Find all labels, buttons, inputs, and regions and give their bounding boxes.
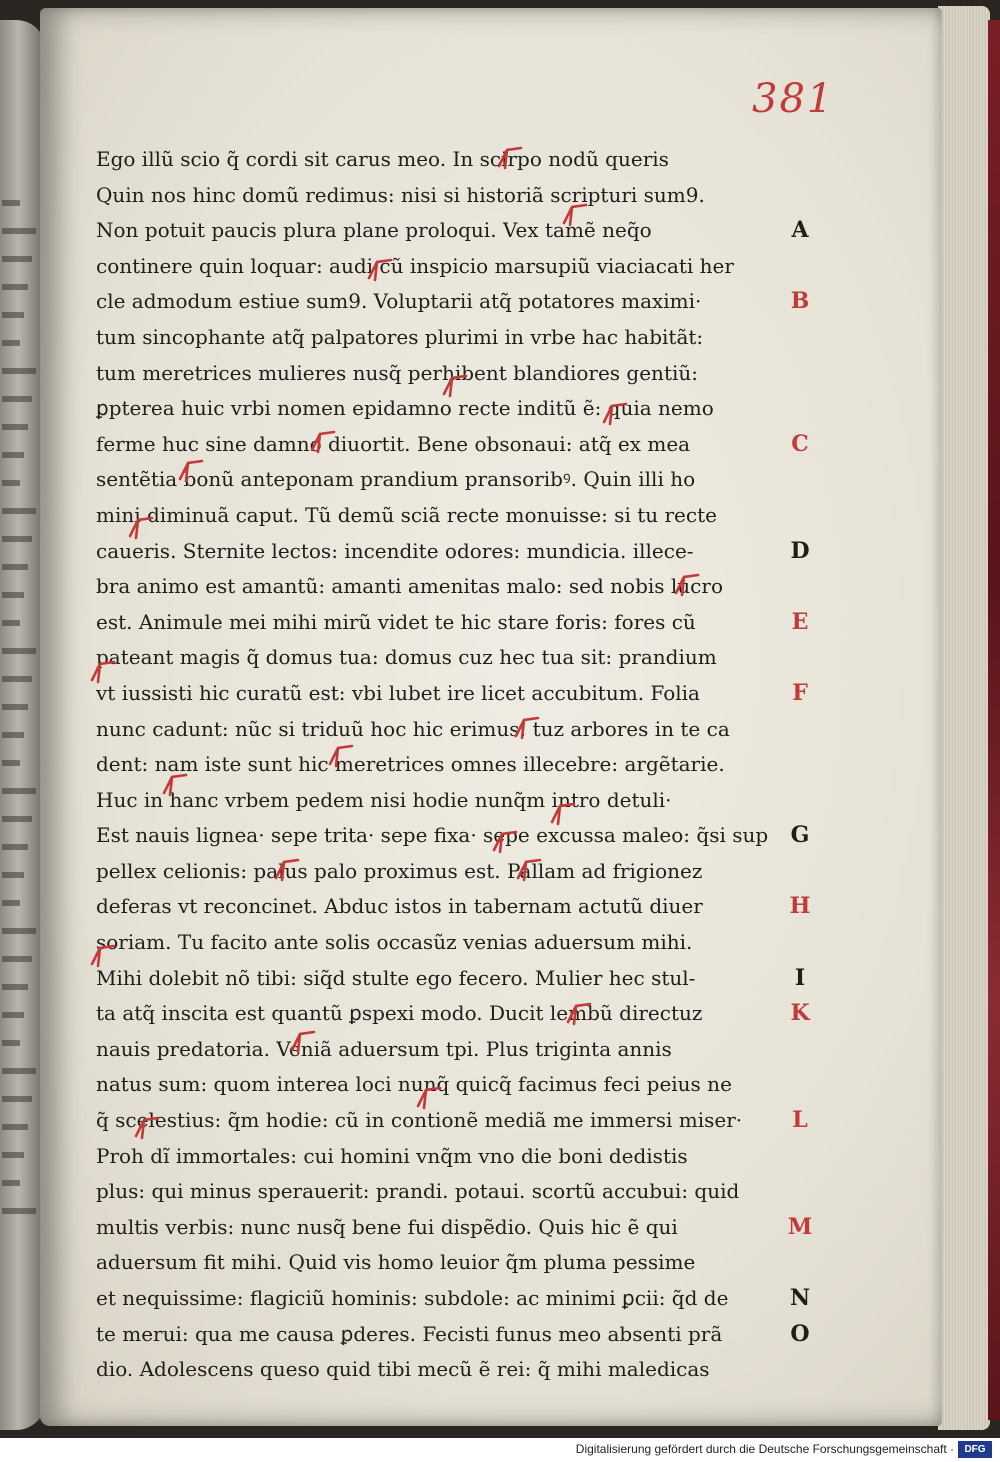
footer-bar	[0, 1438, 1000, 1462]
text-line: nunc cadunt: nũc si triduũ hoc hic erimus: tuz arbores in te ca	[96, 716, 730, 741]
rubric-mark-icon	[490, 830, 520, 854]
text-line: continere quin loquar: audi cũ inspicio marsupiũ viaciacati her	[96, 253, 734, 278]
margin-letter: H	[789, 893, 811, 920]
margin-letter	[780, 142, 820, 178]
facing-page-text-fragment	[2, 508, 36, 514]
facing-page-text-fragment	[2, 788, 36, 794]
facing-page-text-fragment	[2, 704, 28, 710]
text-line: Est nauis lignea· sepe trita· sepe fixa· sepe excussa maleo: q̃si sup	[96, 823, 769, 848]
facing-page-text-fragment	[2, 368, 36, 374]
text-line: sentẽtia bonũ anteponam prandium pransoribꝰ. Quin illi ho	[96, 467, 696, 492]
facing-page-text-fragment	[2, 1208, 36, 1214]
facing-page-text-fragment	[2, 1012, 24, 1018]
facing-page-text-fragment	[2, 340, 20, 346]
facing-page-text-fragment	[2, 200, 20, 206]
margin-letter	[780, 1174, 820, 1210]
margin-letter: M	[787, 1213, 813, 1240]
folio-number: 381	[752, 76, 835, 122]
rubric-mark-icon	[272, 858, 302, 882]
margin-letter	[780, 854, 820, 890]
margin-letter	[780, 356, 820, 392]
facing-page-text-fragment	[2, 732, 24, 738]
margin-letter	[780, 1032, 820, 1068]
margin-letter	[780, 1245, 820, 1281]
rubric-mark-icon	[288, 1030, 318, 1054]
margin-letter	[780, 320, 820, 356]
rubric-mark-icon	[560, 203, 590, 227]
rubric-mark-icon	[160, 773, 190, 797]
margin-letter: L	[792, 1107, 808, 1134]
facing-page-text-fragment	[2, 1040, 20, 1046]
margin-letter	[780, 178, 820, 214]
facing-page-text-fragment	[2, 396, 32, 402]
facing-page-text-fragment	[2, 676, 32, 682]
margin-letter	[780, 249, 820, 285]
facing-page-text-fragment	[2, 816, 32, 822]
margin-letter: F	[792, 679, 808, 706]
footer-credit: Digitalisierung gefördert durch die Deutsche Forschungsgemeinschaft ·	[575, 1442, 954, 1456]
text-line: Ego illũ scio q̃ cordi sit carus meo. In scirpo nodũ queris	[96, 147, 669, 171]
facing-page-text-fragment	[2, 984, 28, 990]
facing-page-text-fragment	[2, 312, 24, 318]
text-line: mini diminuã caput. Tũ demũ sciã recte monuisse: si tu recte	[96, 502, 717, 527]
margin-letter	[780, 498, 820, 534]
margin-letters	[780, 142, 820, 1388]
text-line: cle admodum estiue sum9. Voluptarii atq̃ potatores maximi·	[96, 289, 702, 314]
facing-page-text-fragment	[2, 844, 28, 850]
text-line: et nequissime: flagiciũ hominis: subdole: ac minimi ꝑcii: q̃d de	[96, 1286, 729, 1310]
book-binding	[988, 20, 1000, 1420]
rubric-mark-icon	[88, 660, 118, 684]
text-line: soriam. Tu facito ante solis occasũz venias aduersum mihi.	[96, 930, 693, 955]
dfg-logo: DFG	[958, 1441, 992, 1458]
rubric-mark-icon	[326, 744, 356, 768]
text-line: Non potuit paucis plura plane proloqui. Vex tamẽ neq̃o	[96, 218, 652, 243]
margin-letter	[780, 1139, 820, 1175]
margin-letter: O	[790, 1320, 810, 1347]
margin-letter	[780, 1067, 820, 1103]
facing-page-text-fragment	[2, 1068, 36, 1074]
text-line: vt iussisti hic curatũ est: vbi lubet ire licet accubitum. Folia	[96, 680, 700, 705]
rubric-mark-icon	[495, 146, 525, 170]
margin-letter: B	[790, 288, 810, 315]
text-line: tum sincophante atq̃ palpatores plurimi in vrbe hac habitãt:	[96, 324, 704, 349]
facing-page-text-fragment	[2, 928, 36, 934]
rubric-mark-icon	[600, 402, 630, 426]
margin-letter: E	[791, 608, 809, 635]
rubric-mark-icon	[514, 858, 544, 882]
margin-letter	[780, 783, 820, 819]
margin-letter	[780, 391, 820, 427]
rubric-mark-icon	[126, 516, 156, 540]
facing-page-text-fragment	[2, 872, 24, 878]
text-line: pellex celionis: palus palo proximus est. Pallam ad frigionez	[96, 858, 703, 883]
rubric-mark-icon	[564, 1002, 594, 1026]
text-line: nauis predatoria. Veniã aduersum tpi. Plus triginta annis	[96, 1036, 672, 1061]
facing-page-text-fragment	[2, 536, 32, 542]
text-line: natus sum: quom interea loci nunq̃ quicq̃ facimus feci peius ne	[96, 1072, 732, 1097]
text-line: q̃ scelestius: q̃m hodie: cũ in contionẽ mediã me immersi miser·	[96, 1108, 743, 1133]
rubric-mark-icon	[440, 374, 470, 398]
text-line: bra animo est amantũ: amanti amenitas malo: sed nobis lucro	[96, 574, 723, 599]
text-line: Huc in hanc vrbem pedem nisi hodie nunq̃m intro detuli·	[96, 787, 672, 812]
rubric-mark-icon	[88, 944, 118, 968]
facing-page-text-fragment	[2, 760, 20, 766]
text-line: ta atq̃ inscita est quantũ ꝑspexi modo. Ducit lembũ directuz	[96, 1001, 703, 1026]
text-line: te merui: qua me causa ꝑderes. Fecisti funus meo absenti prã	[96, 1321, 723, 1346]
text-line: caueris. Sternite lectos: incendite odores: mundicia. illece-	[96, 538, 694, 563]
margin-letter: I	[794, 964, 806, 991]
text-line: deferas vt reconcinet. Abduc istos in tabernam actutũ diuer	[96, 894, 703, 919]
rubric-mark-icon	[365, 258, 395, 282]
text-line: ꝑpterea huic vrbi nomen epidamno recte inditũ ẽ: quia nemo	[96, 396, 714, 421]
margin-letter: D	[790, 537, 810, 564]
text-line: Quin nos hinc domũ redimus: nisi si historiã scripturi sum9.	[96, 182, 705, 207]
rubric-mark-icon	[512, 716, 542, 740]
facing-page-text-fragment	[2, 452, 24, 458]
facing-page-text-fragment	[2, 620, 20, 626]
margin-letter: K	[790, 1000, 810, 1027]
text-line: plus: qui minus sperauerit: prandi. potaui. scortũ accubui: quid	[96, 1179, 740, 1204]
text-line: est. Animule mei mihi mirũ videt te hic stare foris: fores cũ	[96, 609, 696, 634]
margin-letter	[780, 640, 820, 676]
text-block	[96, 142, 776, 1388]
margin-letter: A	[791, 217, 809, 244]
margin-letter: N	[789, 1285, 811, 1311]
text-line: Mihi dolebit nõ tibi: siq̃d stulte ego fecero. Mulier hec stul-	[96, 965, 696, 990]
text-line: pateant magis q̃ domus tua: domus cuz hec tua sit: prandium	[96, 645, 717, 670]
margin-letter	[780, 569, 820, 605]
margin-letter	[780, 712, 820, 748]
facing-page-text-fragment	[2, 648, 36, 654]
text-line: dent: nam iste sunt hic meretrices omnes illecebre: argẽtarie.	[96, 752, 725, 777]
text-line: Proh dĩ immortales: cui homini vnq̃m vno die boni dedistis	[96, 1143, 688, 1168]
facing-page-text-fragment	[2, 256, 32, 262]
facing-page-text-fragment	[2, 424, 28, 430]
rubric-mark-icon	[308, 430, 338, 454]
rubric-mark-icon	[414, 1086, 444, 1110]
facing-page-text-fragment	[2, 1124, 28, 1130]
facing-page-text-fragment	[2, 900, 20, 906]
facing-page-text-fragment	[2, 228, 36, 234]
facing-page-text-fragment	[2, 1152, 24, 1158]
rubric-mark-icon	[672, 573, 702, 597]
margin-letter	[780, 747, 820, 783]
margin-letter	[780, 1352, 820, 1388]
facing-page-text-fragment	[2, 592, 24, 598]
rubric-mark-icon	[132, 1116, 162, 1140]
text-line: ferme huc sine damno diuortit. Bene obsonaui: atq̃ ex mea	[96, 431, 691, 456]
margin-letter	[780, 462, 820, 498]
facing-page-text-fragment	[2, 564, 28, 570]
text-line: aduersum fit mihi. Quid vis homo leuior q̃m pluma pessime	[96, 1250, 696, 1275]
rubric-mark-icon	[548, 802, 578, 826]
rubric-mark-icon	[176, 459, 206, 483]
facing-page-text-fragment	[2, 1180, 20, 1186]
facing-page-text-fragment	[2, 1096, 32, 1102]
text-line: tum meretrices mulieres nusq̃ perhibent blandiores gentiũ:	[96, 360, 698, 385]
text-line: multis verbis: nunc nusq̃ bene fui dispẽdio. Quis hic ẽ qui	[96, 1214, 678, 1239]
facing-page-text-fragment	[2, 480, 20, 486]
page-block-edges	[938, 6, 990, 1430]
facing-page-text-fragment	[2, 956, 32, 962]
text-line: dio. Adolescens queso quid tibi mecũ ẽ rei: q̃ mihi maledicas	[96, 1357, 710, 1382]
margin-letter	[780, 925, 820, 961]
margin-letter: C	[791, 430, 809, 457]
margin-letter: G	[790, 822, 810, 849]
facing-page-text-fragment	[2, 284, 28, 290]
